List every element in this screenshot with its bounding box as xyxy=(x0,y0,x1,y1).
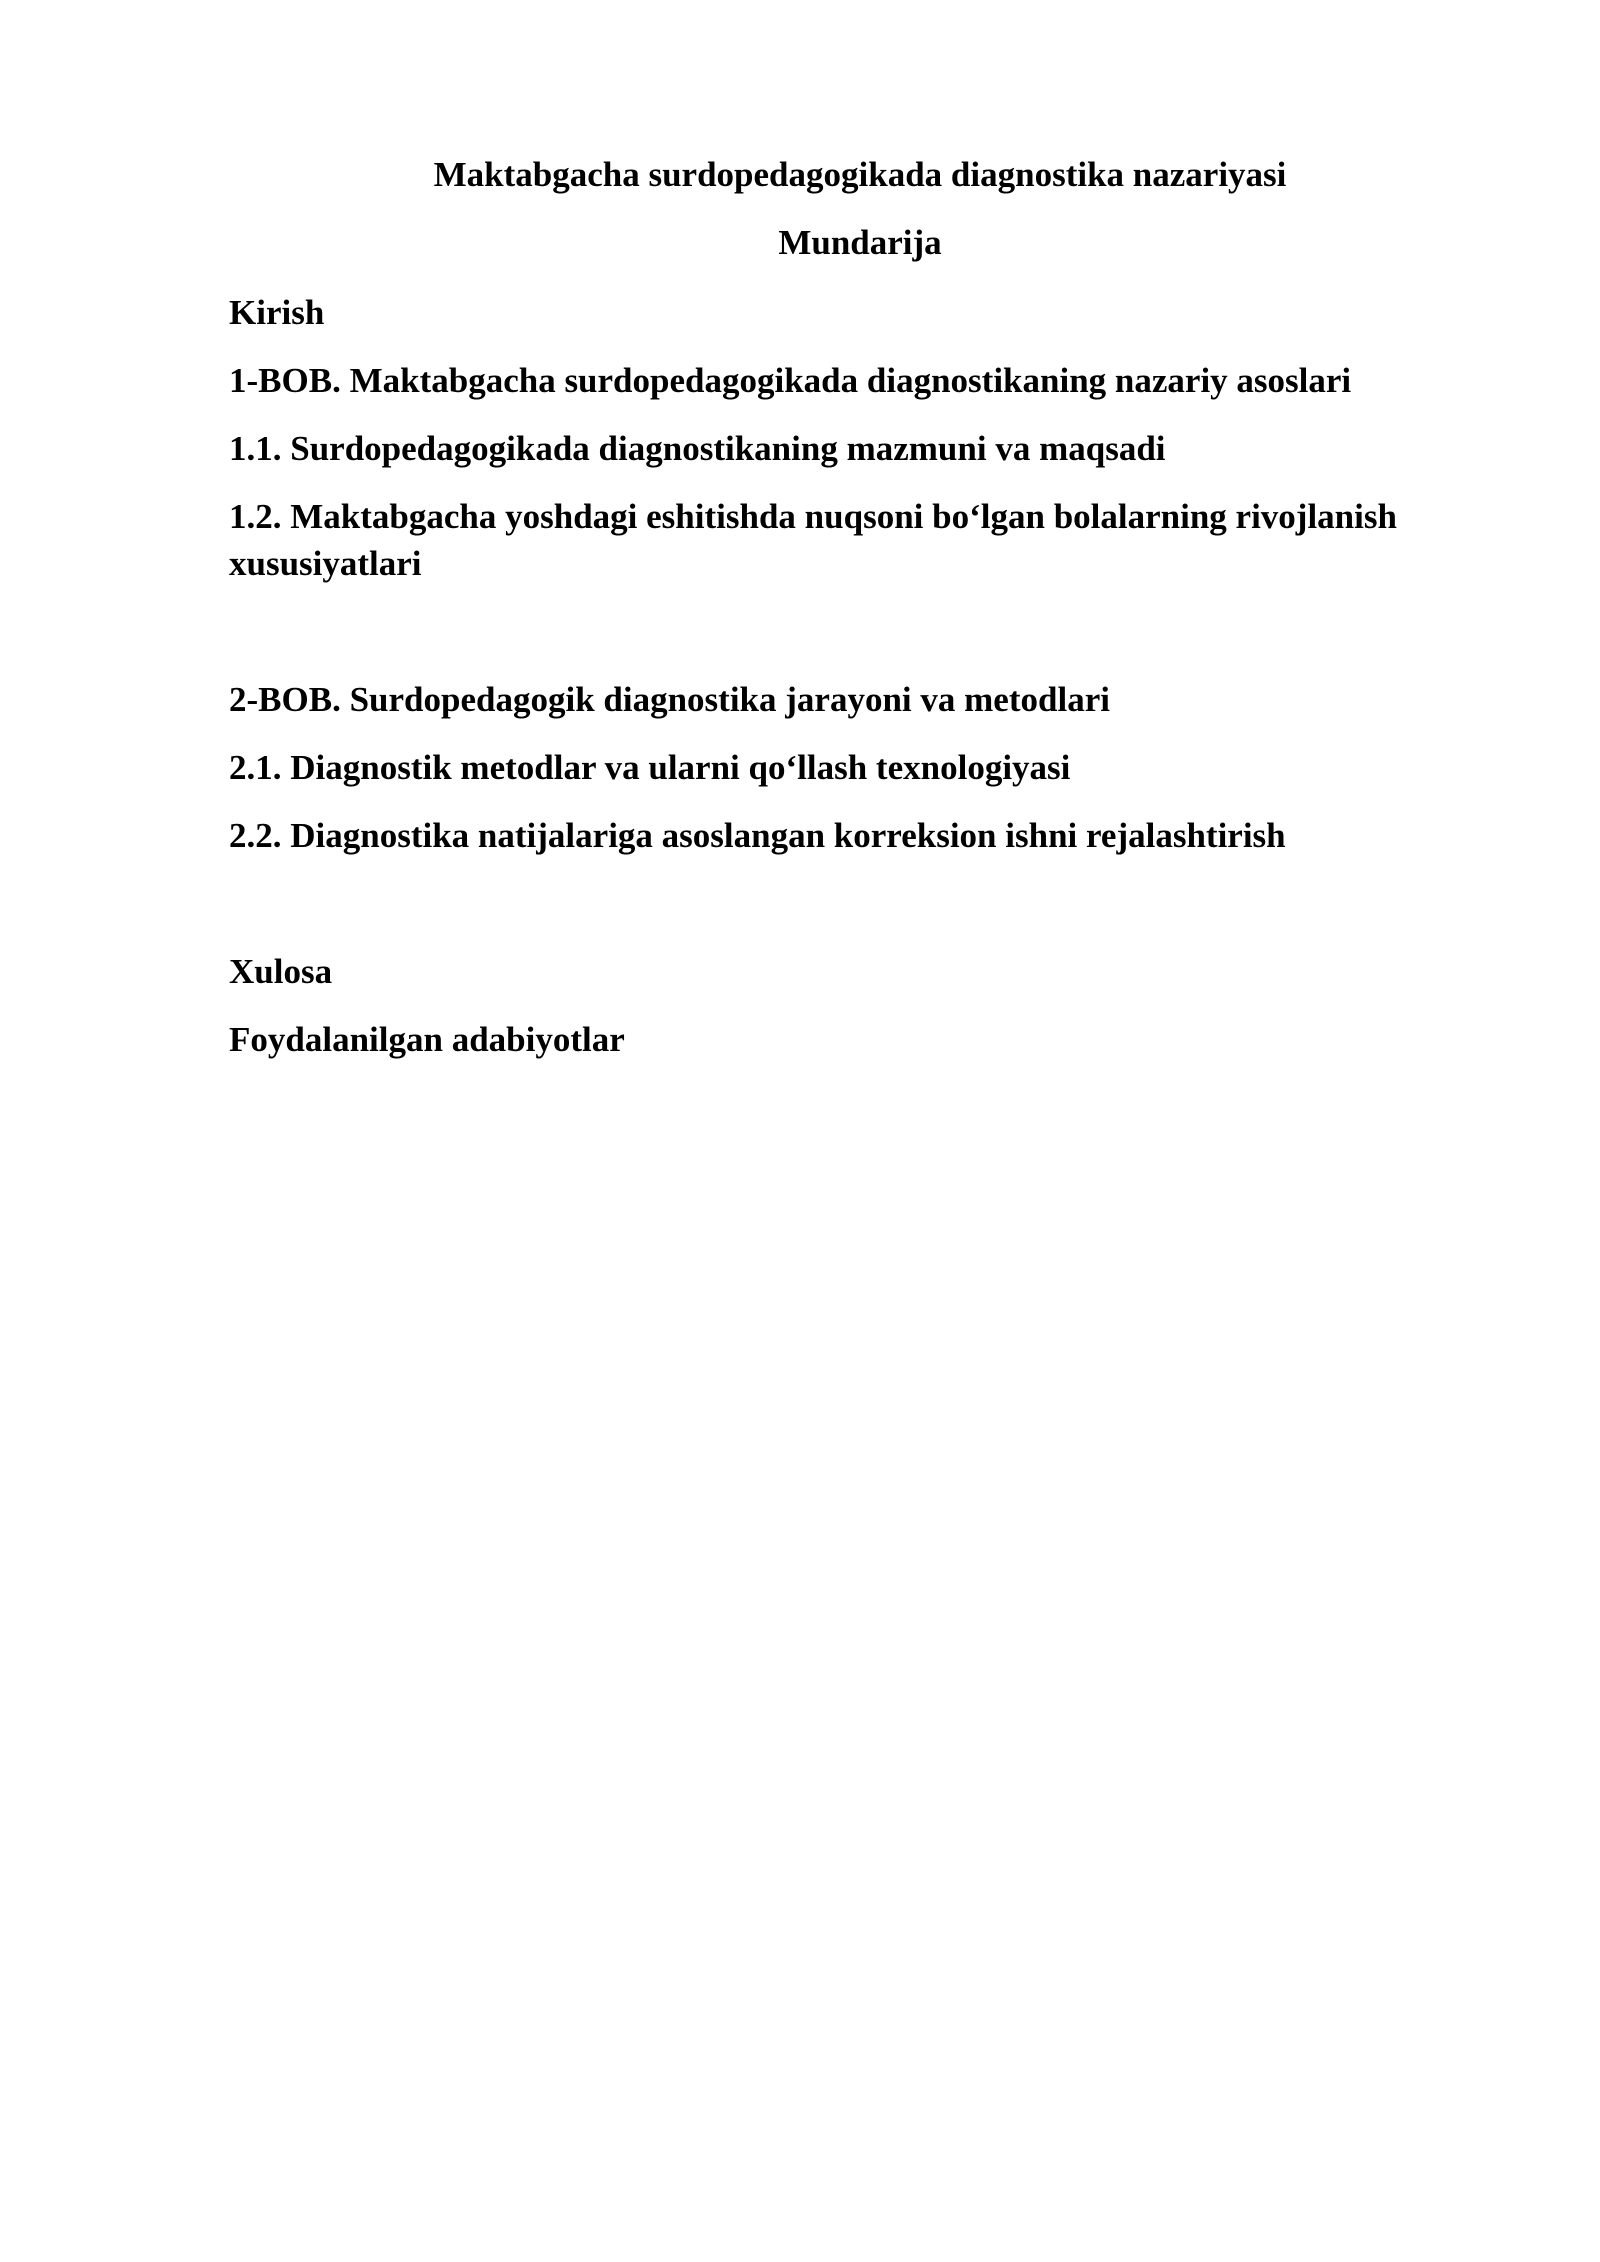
toc-entry-section-1-1: 1.1. Surdopedagogikada diagnostikaning mazmuni va maqsadi xyxy=(229,429,1166,468)
toc-entry-chapter-1: 1-BOB. Maktabgacha surdopedagogikada diagnostikaning nazariy asoslari xyxy=(229,361,1352,400)
toc-heading: Mundarija xyxy=(778,223,942,262)
toc-entry-intro: Kirish xyxy=(229,293,325,332)
document-title: Maktabgacha surdopedagogikada diagnostika nazariyasi xyxy=(433,155,1287,194)
toc-entry-conclusion: Xulosa xyxy=(229,952,333,991)
toc-entry-chapter-2: 2-BOB. Surdopedagogik diagnostika jarayoni va metodlari xyxy=(229,680,1110,719)
toc-entry-section-2-1: 2.1. Diagnostik metodlar va ularni qo‘llash texnologiyasi xyxy=(229,748,1071,787)
toc-entry-section-1-2: 1.2. Maktabgacha yoshdagi eshitishda nuqsoni bo‘lgan bolalarning rivojlanish xususiyatlari xyxy=(229,497,1397,583)
toc-entry-references: Foydalanilgan adabiyotlar xyxy=(229,1020,625,1059)
toc-entry-section-2-2: 2.2. Diagnostika natijalariga asoslangan korreksion ishni rejalashtirish xyxy=(229,816,1286,855)
